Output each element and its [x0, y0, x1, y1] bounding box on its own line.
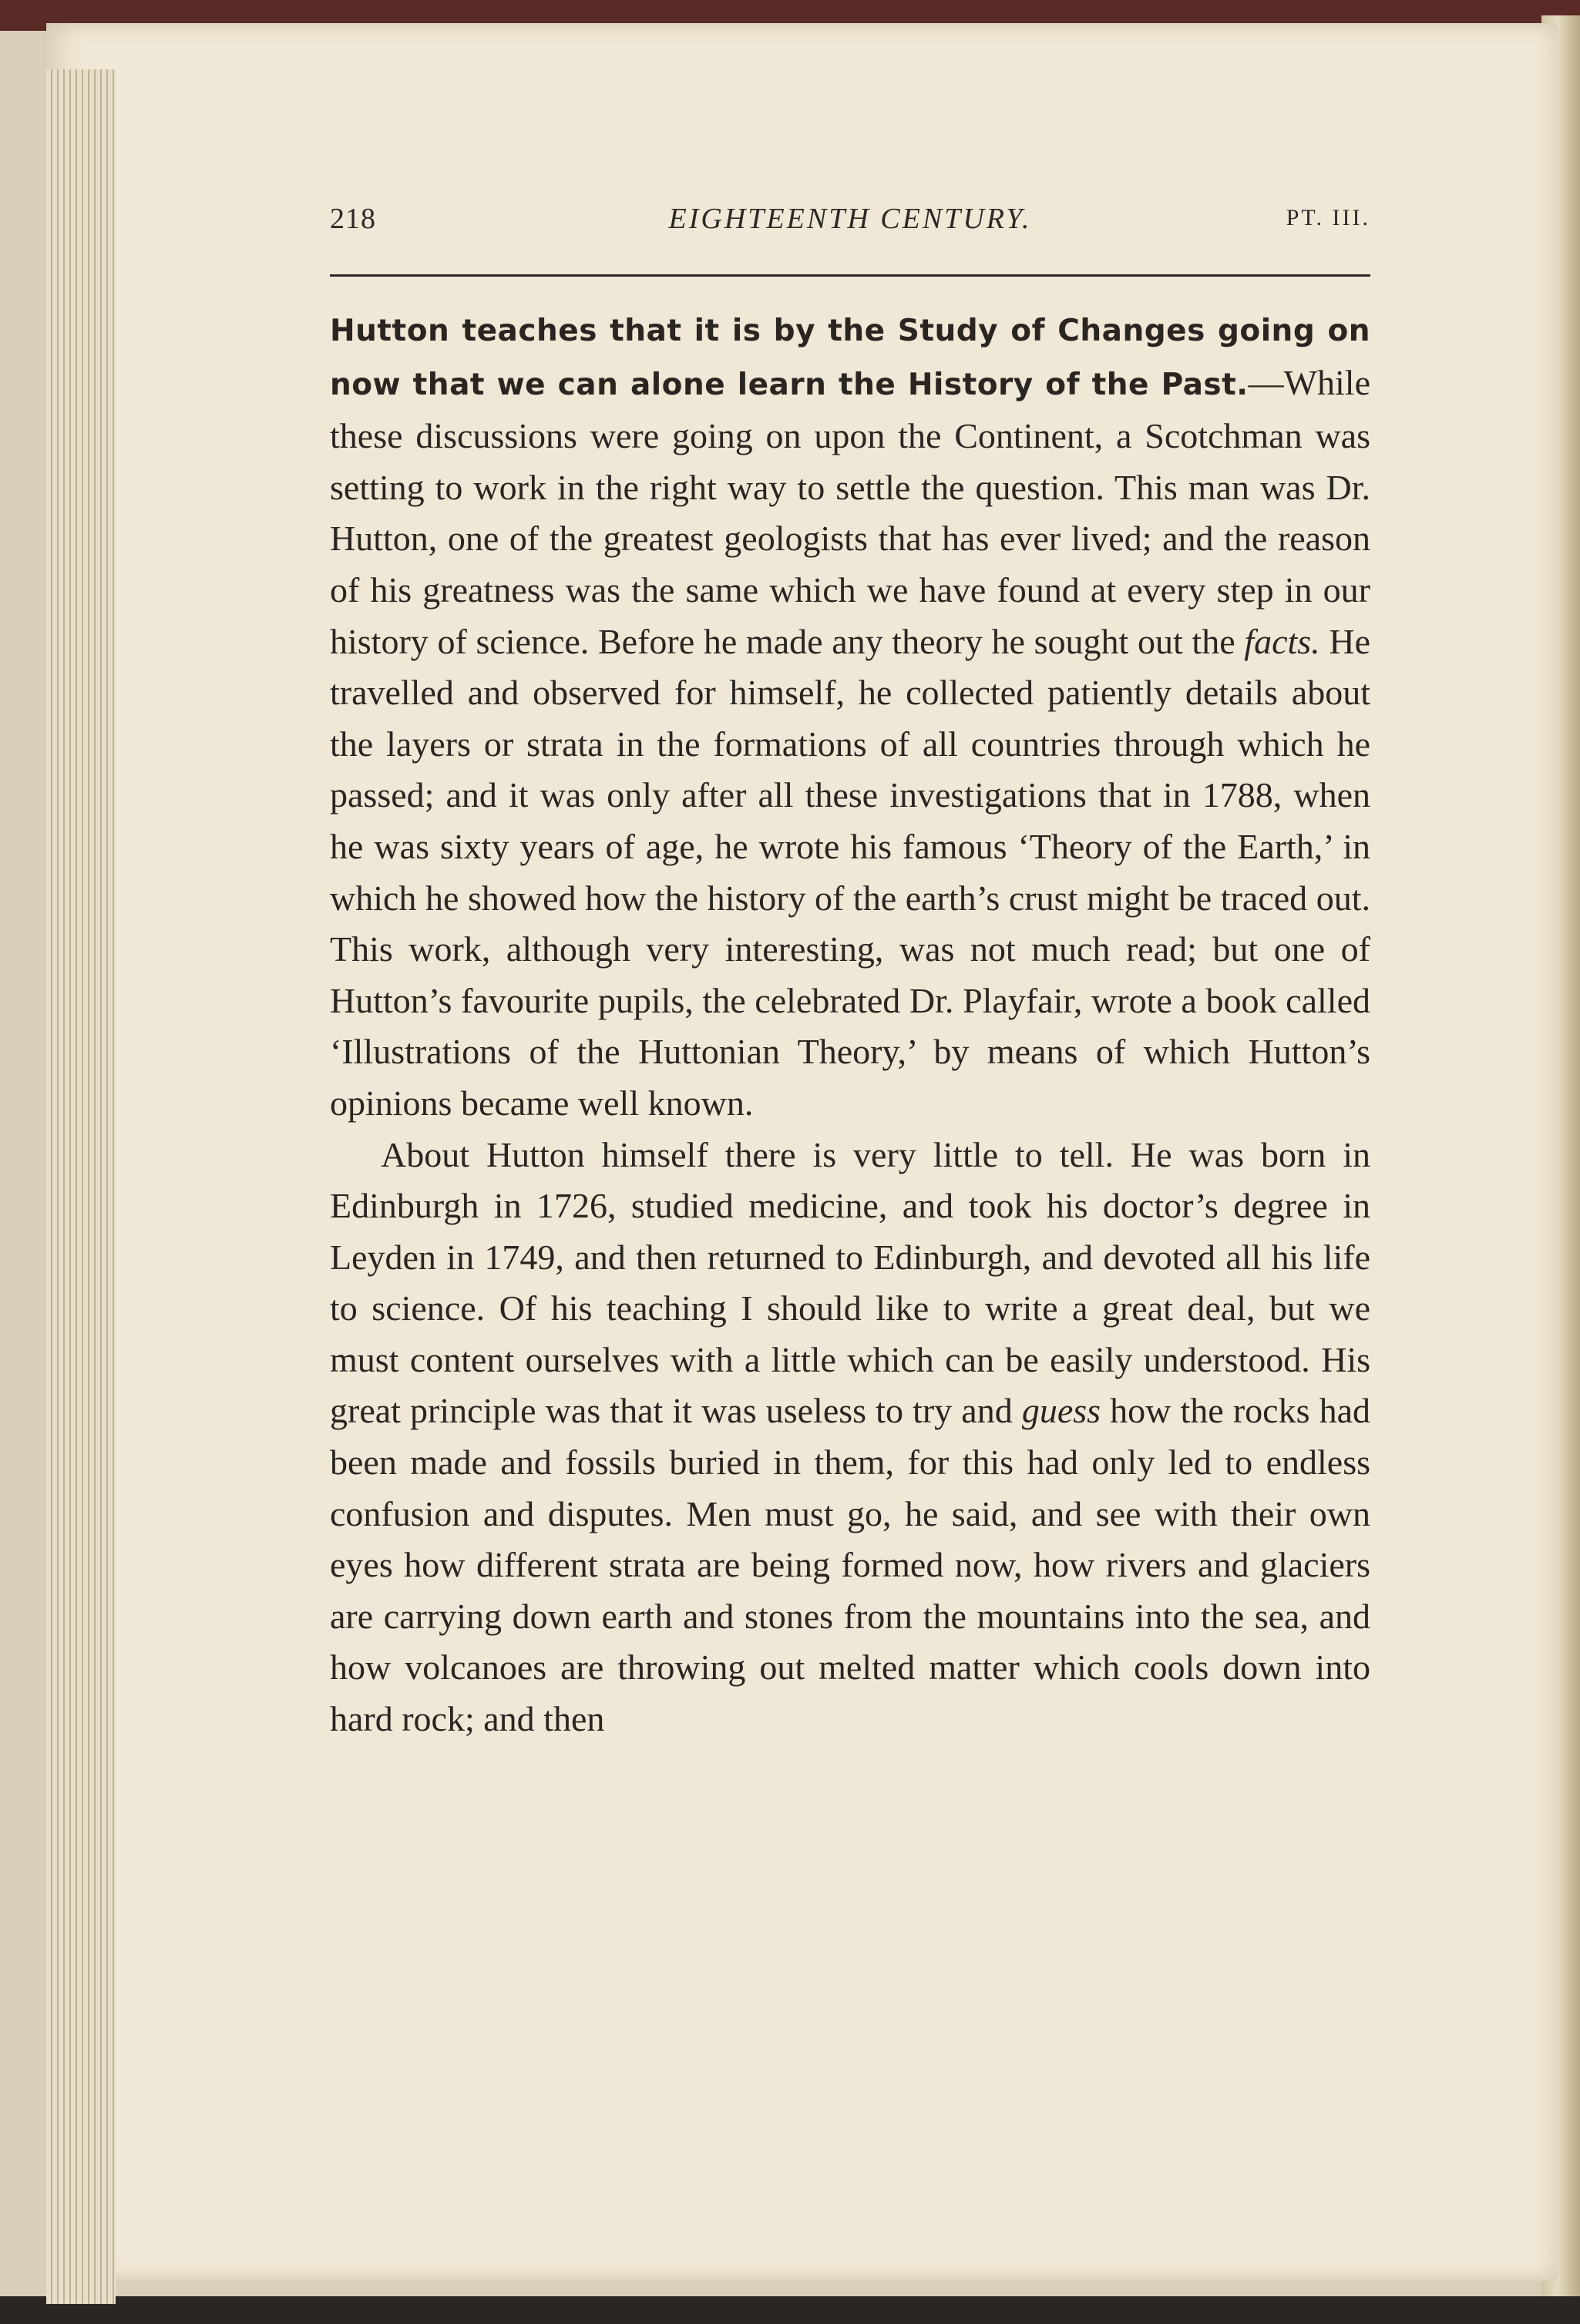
paragraph-1-text-b: He travelled and observed for himself, he collected patiently details about the layers or strata in the formations of all countries through which he passed; and it was only after all these investigations that in 1788, when he was sixty years of age, he wrote his famous ‘Theory of the Earth,’ in which he showed how the history of the earth’s crust might be traced out. This work, although very interesting, was not much read; but one of Hutton’s favourite pupils, the celebrated Dr. Playfair, wrote a book called ‘Illustrations of the Huttonian Theory,’ by means of which Hutton’s opinions became well known.: [330, 621, 1371, 1123]
page-leaves: [46, 69, 116, 2304]
body-text: [330, 304, 1370, 1745]
paragraph-2-emphasis: guess: [1021, 1391, 1101, 1431]
running-head: [330, 194, 1370, 240]
header-rule: [330, 274, 1370, 277]
text-block: [330, 194, 1371, 1739]
paragraph-2-text-b: how the rocks had been made and fossils buried in them, for this had only led to endless confusion and disputes. Men must go, he said, and see with their own eyes how different strata are being formed now, how rivers and glaciers are carrying down earth and stones from the mountains into the sea, and how volcanoes are throwing out melted matter which cools down into hard rock; and then: [330, 1391, 1370, 1739]
section-heading: Hutton teaches that it is by the Study of Changes going on now that we can alone learn the History of the Past.: [330, 314, 1370, 402]
paragraph-1: [330, 304, 1370, 1130]
paragraph-2: [330, 1130, 1370, 1745]
running-title: EIGHTEENTH CENTURY.: [668, 203, 1032, 235]
part-label: PT. III.: [1286, 205, 1370, 230]
paragraph-1-emphasis: facts.: [1244, 621, 1320, 661]
page-number: 218: [330, 203, 376, 235]
paragraph-2-text-a: About Hutton himself there is very little to tell. He was born in Edinburgh in 1726, studied medicine, and took his doctor’s degree in Leyden in 1749, and then returned to Edinburgh, and devoted all his life to science. Of his teaching I should like to write a great deal, but we must content ourselves with a little which can be easily understood. His great principle was that it was useless to try and: [330, 1134, 1370, 1431]
paragraph-1-text-a: —While these discussions were going on upon the Continent, a Scotchman was setting to work in the right way to settle the question. This man was Dr. Hutton, one of the greatest geologists that has ever lived; and the reason of his greatness was the same which we have found at every step in our history of science. Before he made any theory he sought out the: [330, 362, 1370, 661]
